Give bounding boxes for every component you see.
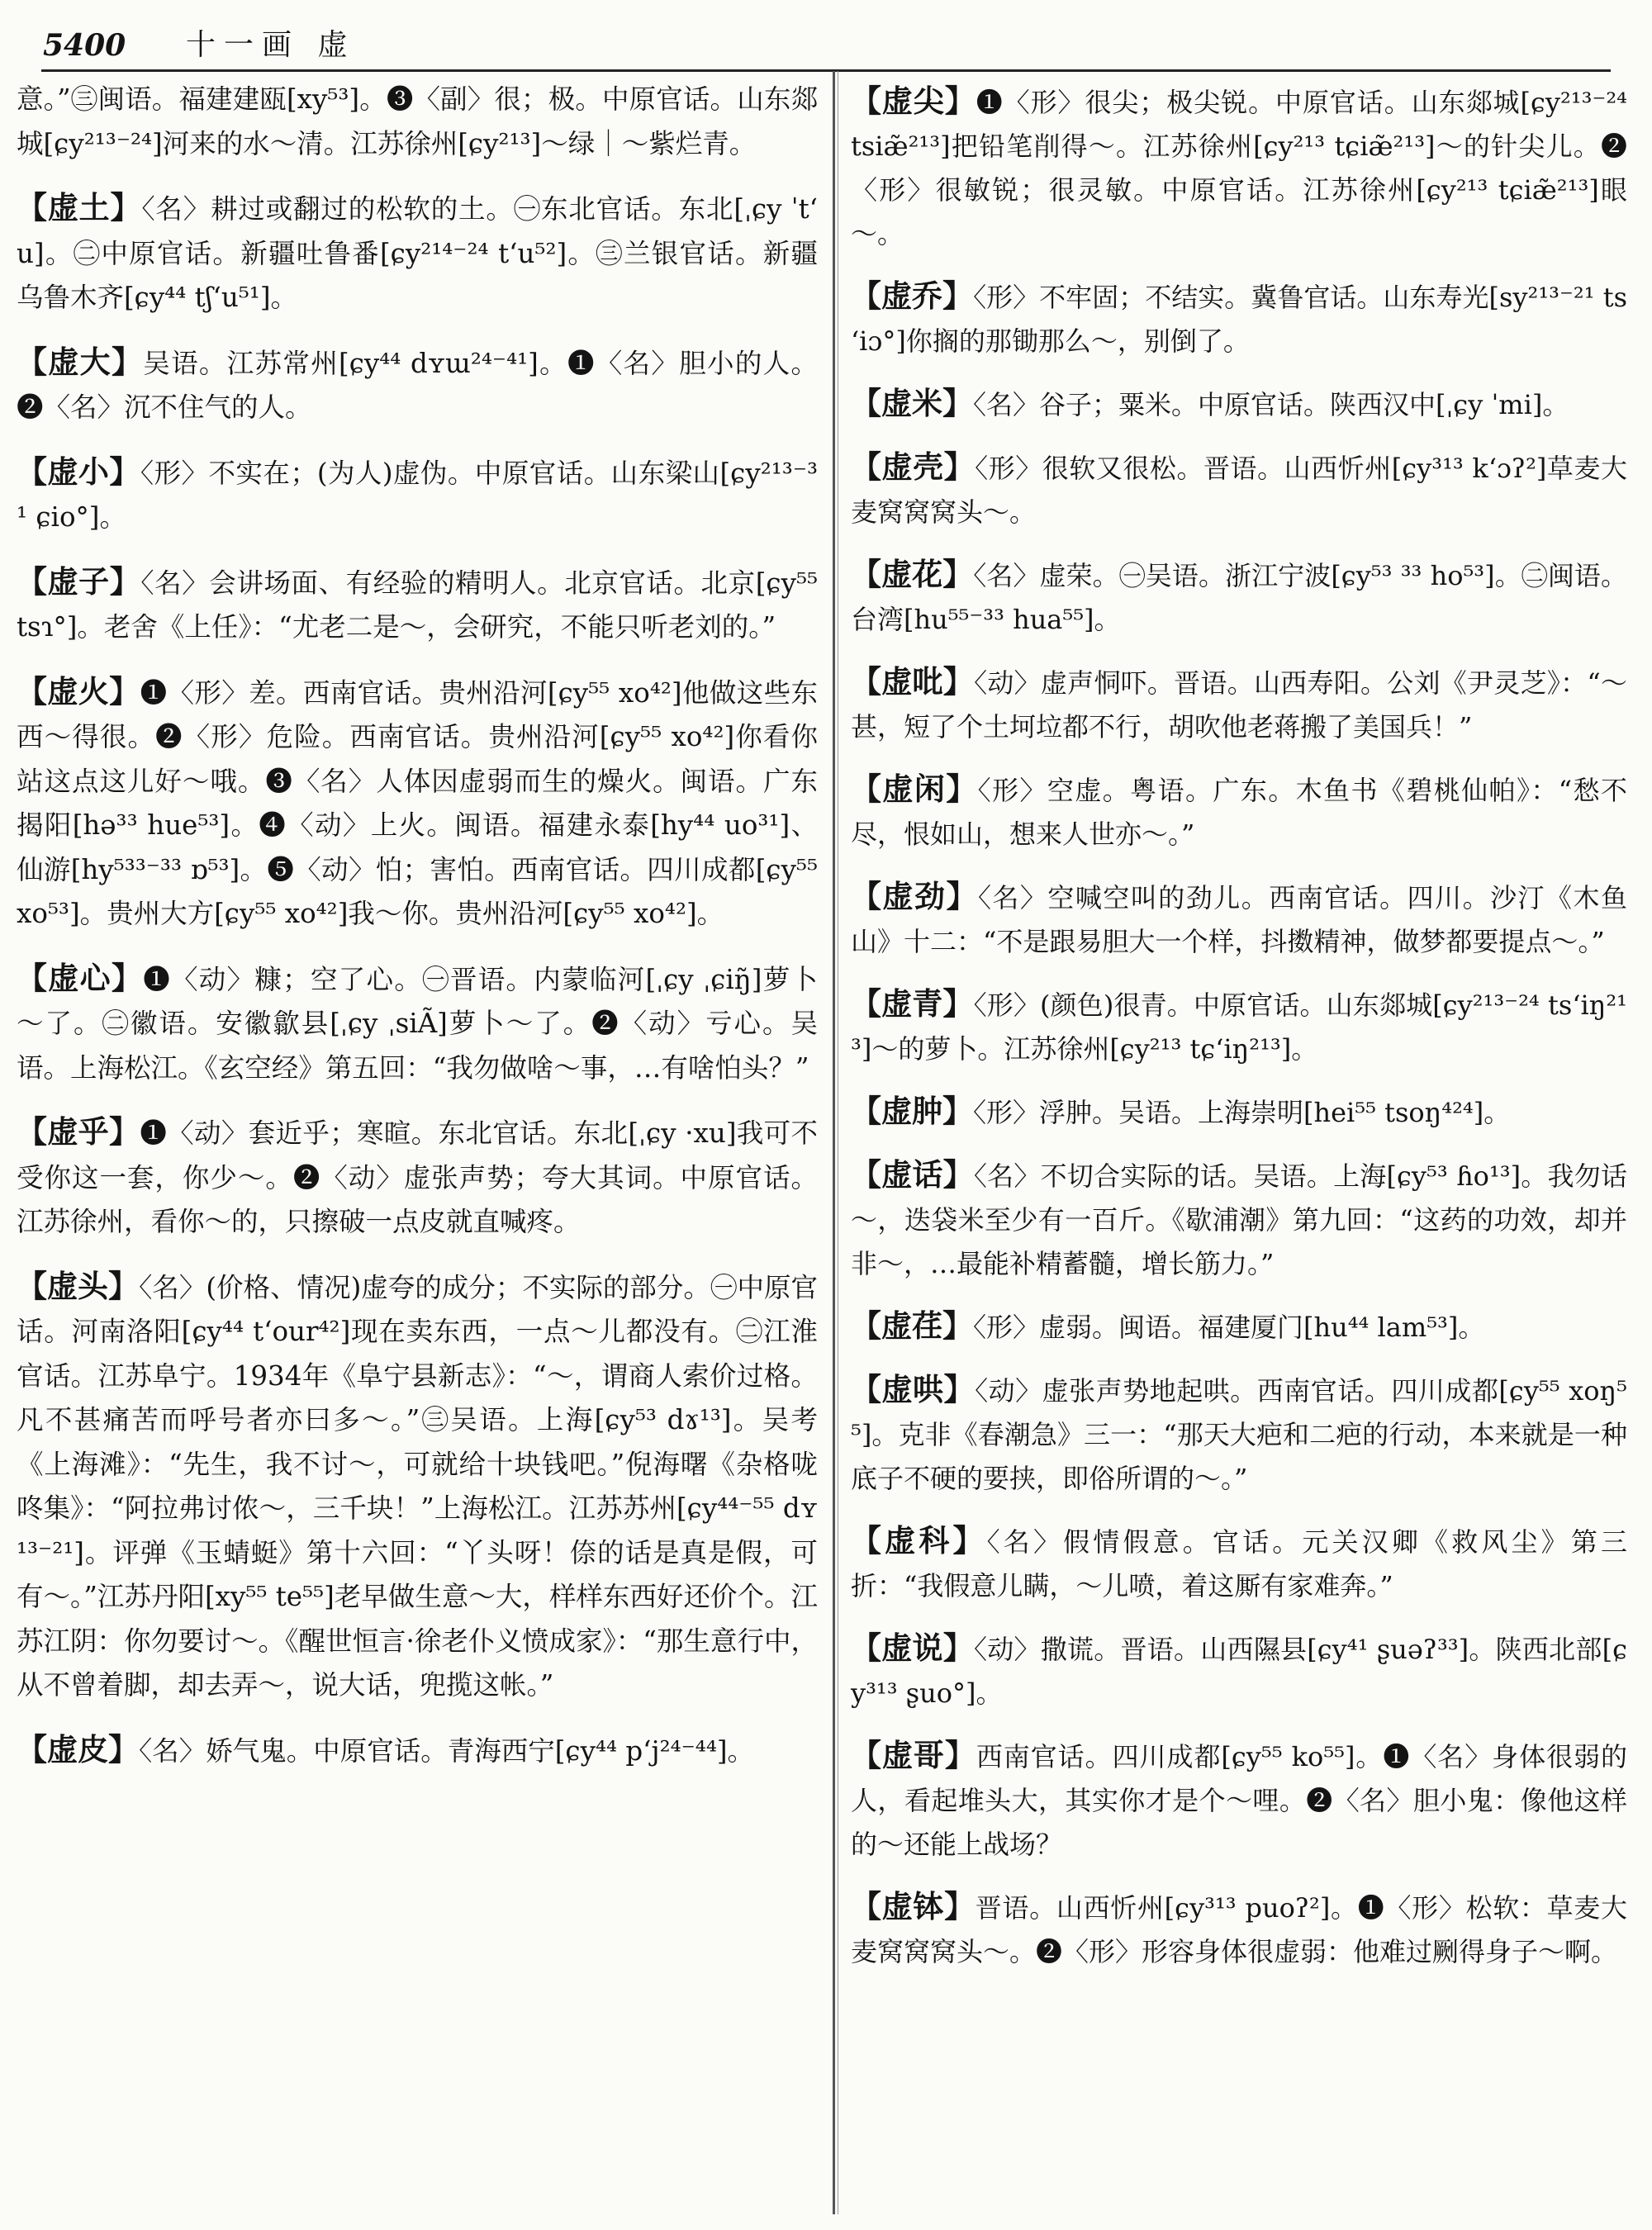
entry-headword: 【虚青】 [851,985,974,1022]
entry-headword: 【虚火】 [17,672,140,709]
entry-text: 〈名〉谷子；粟米。中原官话。陕西汉中[ˌɕy ˈmi]。 [973,389,1569,420]
dictionary-entry [851,875,1627,964]
entry-text: 晋语。山西忻州[ɕy³¹³ puoʔ²]。❶〈形〉松软：草麦大麦窝窝窝头～。❷〈形〉形容身体很虚弱：他难过劂得身子～啊。 [851,1892,1627,1967]
entry-headword: 【虚壳】 [851,448,976,485]
dictionary-entry [851,982,1627,1071]
entry-text: 〈形〉不实在；(为人)虚伪。中原官话。山东梁山[ɕy²¹³⁻³¹ ɕio°]。 [17,457,818,533]
dictionary-entry [851,445,1627,534]
entry-headword: 【虚荏】 [851,1307,973,1344]
entry-text: 〈名〉(价格、情况)虚夸的成分；不实际的部分。㊀中原官话。河南洛阳[ɕy⁴⁴ tʻour⁴²]现在卖东西，一点～儿都没有。㊁江淮官话。江苏阜宁。1934年《阜宁县新志》：“～，谓商人索价过格。凡不甚痛苦而呼号者亦曰多～。”㊂吴语。上海[ɕy⁵³ dɤ¹³]。吴考《上海滩》：“先生，我不讨～，可就给十块钱吧。”倪海曙《杂格咙咚集》：“阿拉弗讨侬～，三千块！”上海松江。江苏苏州[ɕy⁴⁴⁻⁵⁵ dʏ¹³⁻²¹]。评弹《玉蜻蜓》第十六回：“丫头呀！倷的话是真是假，可有～。”江苏丹阳[xy⁵⁵ te⁵⁵]老早做生意～大，样样东西好还价个。江苏江阴：你勿要讨～。《醒世恒言·徐老仆义愤成家》：“那生意行中，从不曾着脚，却去弄～，说大话，兜揽这帐。” [17,1271,818,1701]
entry-headword: 【虚花】 [851,556,974,592]
dictionary-entry [17,1264,818,1708]
dictionary-entry [851,1304,1627,1350]
dictionary-entry [851,1626,1627,1715]
entry-text: ❶〈动〉套近乎；寒暄。东北官话。东北[ˌɕy ·xu]我可不受你这一套，你少～。❷〈动〉虚张声势；夸大其词。中原官话。江苏徐州，看你～的，只擦破一点皮就直喊疼。 [17,1117,818,1237]
entry-headword: 【虚米】 [851,385,973,421]
dictionary-entry [17,340,818,430]
entry-text: 〈名〉虚荣。㊀吴语。浙江宁波[ɕy⁵³ ³³ ho⁵³]。㊁闽语。台湾[hu⁵⁵⁻³³ hua⁵⁵]。 [851,560,1627,635]
dictionary-entry [17,186,818,320]
dictionary-entry [851,660,1627,749]
entry-text: 意。”㊂闽语。福建建瓯[xy⁵³]。❸〈副〉很；极。中原官话。山东郯城[ɕy²¹³⁻²⁴]河来的水～清。江苏徐州[ɕy²¹³]～绿｜～紫烂青。 [17,83,818,159]
entry-headword: 【虚说】 [851,1630,974,1666]
entry-headword: 【虚小】 [17,453,140,490]
dictionary-entry [851,382,1627,427]
entry-text: ❶〈形〉差。西南官话。贵州沿河[ɕy⁵⁵ xo⁴²]他做这些东西～得很。❷〈形〉危险。西南官话。贵州沿河[ɕy⁵⁵ xo⁴²]你看你站这点这儿好～哦。❸〈名〉人体因虚弱而生的燥火。闽语。广东揭阳[hə³³ hue⁵³]。❹〈动〉上火。闽语。福建永泰[hy⁴⁴ uo³¹]、仙游[hy⁵³³⁻³³ ɒ⁵³]。❺〈动〉怕；害怕。西南官话。四川成都[ɕy⁵⁵ xo⁵³]。贵州大方[ɕy⁵⁵ xo⁴²]我～你。贵州沿河[ɕy⁵⁵ xo⁴²]。 [17,676,819,929]
entry-text: 〈形〉浮肿。吴语。上海崇明[hei⁵⁵ tsoŋ⁴²⁴]。 [973,1097,1511,1128]
dictionary-entry [17,450,818,540]
entry-text: 〈形〉很软又很松。晋语。山西忻州[ɕy³¹³ kʻɔʔ²]草麦大麦窝窝窝头～。 [851,453,1627,528]
entry-text: 〈动〉虚声恫吓。晋语。山西寿阳。公刘《尹灵芝》：“～甚，短了个土坷垃都不行，胡吹他老蒋搬了美国兵！” [851,667,1627,743]
entry-headword: 【虚头】 [17,1267,140,1304]
entry-headword: 【虚科】 [851,1522,987,1559]
entry-headword: 【虚心】 [17,959,144,996]
entry-headword: 【虚乎】 [17,1113,140,1150]
dictionary-entry [17,78,818,166]
entry-text: ❶〈动〉糠；空了心。㊀晋语。内蒙临河[ˌɕy ˌɕiŋ̃]萝卜～了。㊁徽语。安徽歙县[ˌɕy ˌsiÃ]萝卜～了。❷〈动〉亏心。吴语。上海松江。《玄空经》第五回：“我勿做啥～事，…有啥怕头？” [17,963,819,1084]
entry-text: 〈名〉娇气鬼。中原官话。青海西宁[ɕy⁴⁴ pʻj²⁴⁻⁴⁴]。 [139,1734,755,1767]
entry-headword: 【虚哄】 [851,1371,976,1407]
dictionary-entry [851,274,1627,363]
entry-text: 吴语。江苏常州[ɕy⁴⁴ dʏɯ²⁴⁻⁴¹]。❶〈名〉胆小的人。❷〈名〉沉不住气的人。 [17,347,819,423]
entry-text: 〈名〉耕过或翻过的松软的土。㊀东北官话。东北[ˌɕy ˈtʻu]。㊁中原官话。新疆吐鲁番[ɕy²¹⁴⁻²⁴ tʻu⁵²]。㊂兰银官话。新疆乌鲁木齐[ɕy⁴⁴ tʃʻu⁵¹]。 [17,193,818,313]
entry-text: 〈形〉不牢固；不结实。冀鲁官话。山东寿光[sy²¹³⁻²¹ tsʻiɔ°]你搁的那锄那么～，别倒了。 [851,282,1627,357]
dictionary-entry [851,1089,1627,1135]
page-number: 5400 [43,28,126,63]
header-rule [41,69,1611,72]
dictionary-entry [851,1368,1627,1501]
left-column [17,79,818,1793]
entry-text: 〈形〉虚弱。闽语。福建厦门[hu⁴⁴ lam⁵³]。 [973,1312,1485,1343]
entry-text: 〈名〉会讲场面、有经验的精明人。北京官话。北京[ɕy⁵⁵ tsɿ°]。老舍《上任》：“尤老二是～，会研究，不能只听老刘的。” [17,567,818,643]
dictionary-entry [851,767,1627,856]
entry-text: 西南官话。四川成都[ɕy⁵⁵ ko⁵⁵]。❶〈名〉身体很弱的人，看起堆头大，其实你才是个～哩。❷〈名〉胆小鬼：像他这样的～还能上战场？ [851,1741,1627,1860]
entry-text: 〈名〉不切合实际的话。吴语。上海[ɕy⁵³ ɦo¹³]。我勿话～，迭袋米至少有一百斤。《歇浦潮》第九回：“这药的功效，却并非～，…最能补精蓄髓，增长筋力。” [851,1160,1627,1279]
entry-text: 〈形〉空虚。粤语。广东。木鱼书《碧桃仙帕》：“愁不尽，恨如山，想来人世亦～。” [851,775,1627,850]
dictionary-entry [851,1519,1627,1608]
page-header [41,20,1611,71]
entry-text: 〈名〉空喊空叫的劲儿。西南官话。四川。沙汀《木鱼山》十二：“不是跟易胆大一个样，抖擞精神，做梦都要提点～。” [851,882,1627,957]
dictionary-entry [851,79,1627,256]
entry-headword: 【虚子】 [17,562,141,600]
entry-text: 〈形〉(颜色)很青。中原官话。山东郯城[ɕy²¹³⁻²⁴ tsʻiŋ²¹³]～的萝卜。江苏徐州[ɕy²¹³ tɕʻiŋ²¹³]。 [851,989,1627,1065]
entry-text: ❶〈形〉很尖；极尖锐。中原官话。山东郯城[ɕy²¹³⁻²⁴ tsiæ̃²¹³]把铅笔削得～。江苏徐州[ɕy²¹³ tɕiæ̃²¹³]～的针尖儿。❷〈形〉很敏锐；很灵敏。中原官话。江苏徐州[ɕy²¹³ tɕiæ̃²¹³]眼～。 [851,87,1627,249]
dictionary-entry [17,956,818,1091]
entry-headword: 【虚话】 [851,1156,974,1193]
entry-text: 〈名〉假情假意。官话。元关汉卿《救风尘》第三折：“我假意儿瞒，～儿喷，着这厮有家难奔。” [851,1526,1627,1601]
dictionary-entry [17,560,818,650]
dictionary-entry [851,1885,1627,1974]
entry-headword: 【虚劲】 [851,878,978,914]
entry-headword: 【虚哥】 [851,1737,976,1773]
entry-headword: 【虚闲】 [851,771,978,807]
running-head: 十一画 虚 [186,28,356,62]
entry-text: 〈动〉撒谎。晋语。山西隰县[ɕy⁴¹ ʂuəʔ³³]。陕西北部[ɕy³¹³ ʂuo°]。 [851,1634,1627,1709]
entry-headword: 【虚土】 [17,189,142,225]
entry-headword: 【虚肿】 [851,1093,973,1129]
entry-headword: 【虚皮】 [17,1730,139,1767]
entry-headword: 【虚乔】 [851,278,974,314]
dictionary-entry [17,670,818,937]
dictionary-entry [17,1110,818,1245]
dictionary-entry [17,1728,818,1774]
dictionary-entry [851,1734,1627,1867]
entry-headword: 【虚尖】 [851,83,976,119]
entry-headword: 【虚吡】 [851,663,975,700]
entry-text: 〈动〉虚张声势地起哄。西南官话。四川成都[ɕy⁵⁵ xoŋ⁵⁵]。克非《春潮急》三一：“那天大疤和二疤的行动，本来就是一种底子不硬的要挟，即俗所谓的～。” [851,1375,1627,1494]
entry-headword: 【虚大】 [17,343,144,380]
entry-headword: 【虚钵】 [851,1888,976,1924]
right-column [851,79,1627,1992]
dictionary-entry [851,553,1627,642]
dictionary-entry [851,1153,1627,1286]
column-divider [833,71,835,2214]
